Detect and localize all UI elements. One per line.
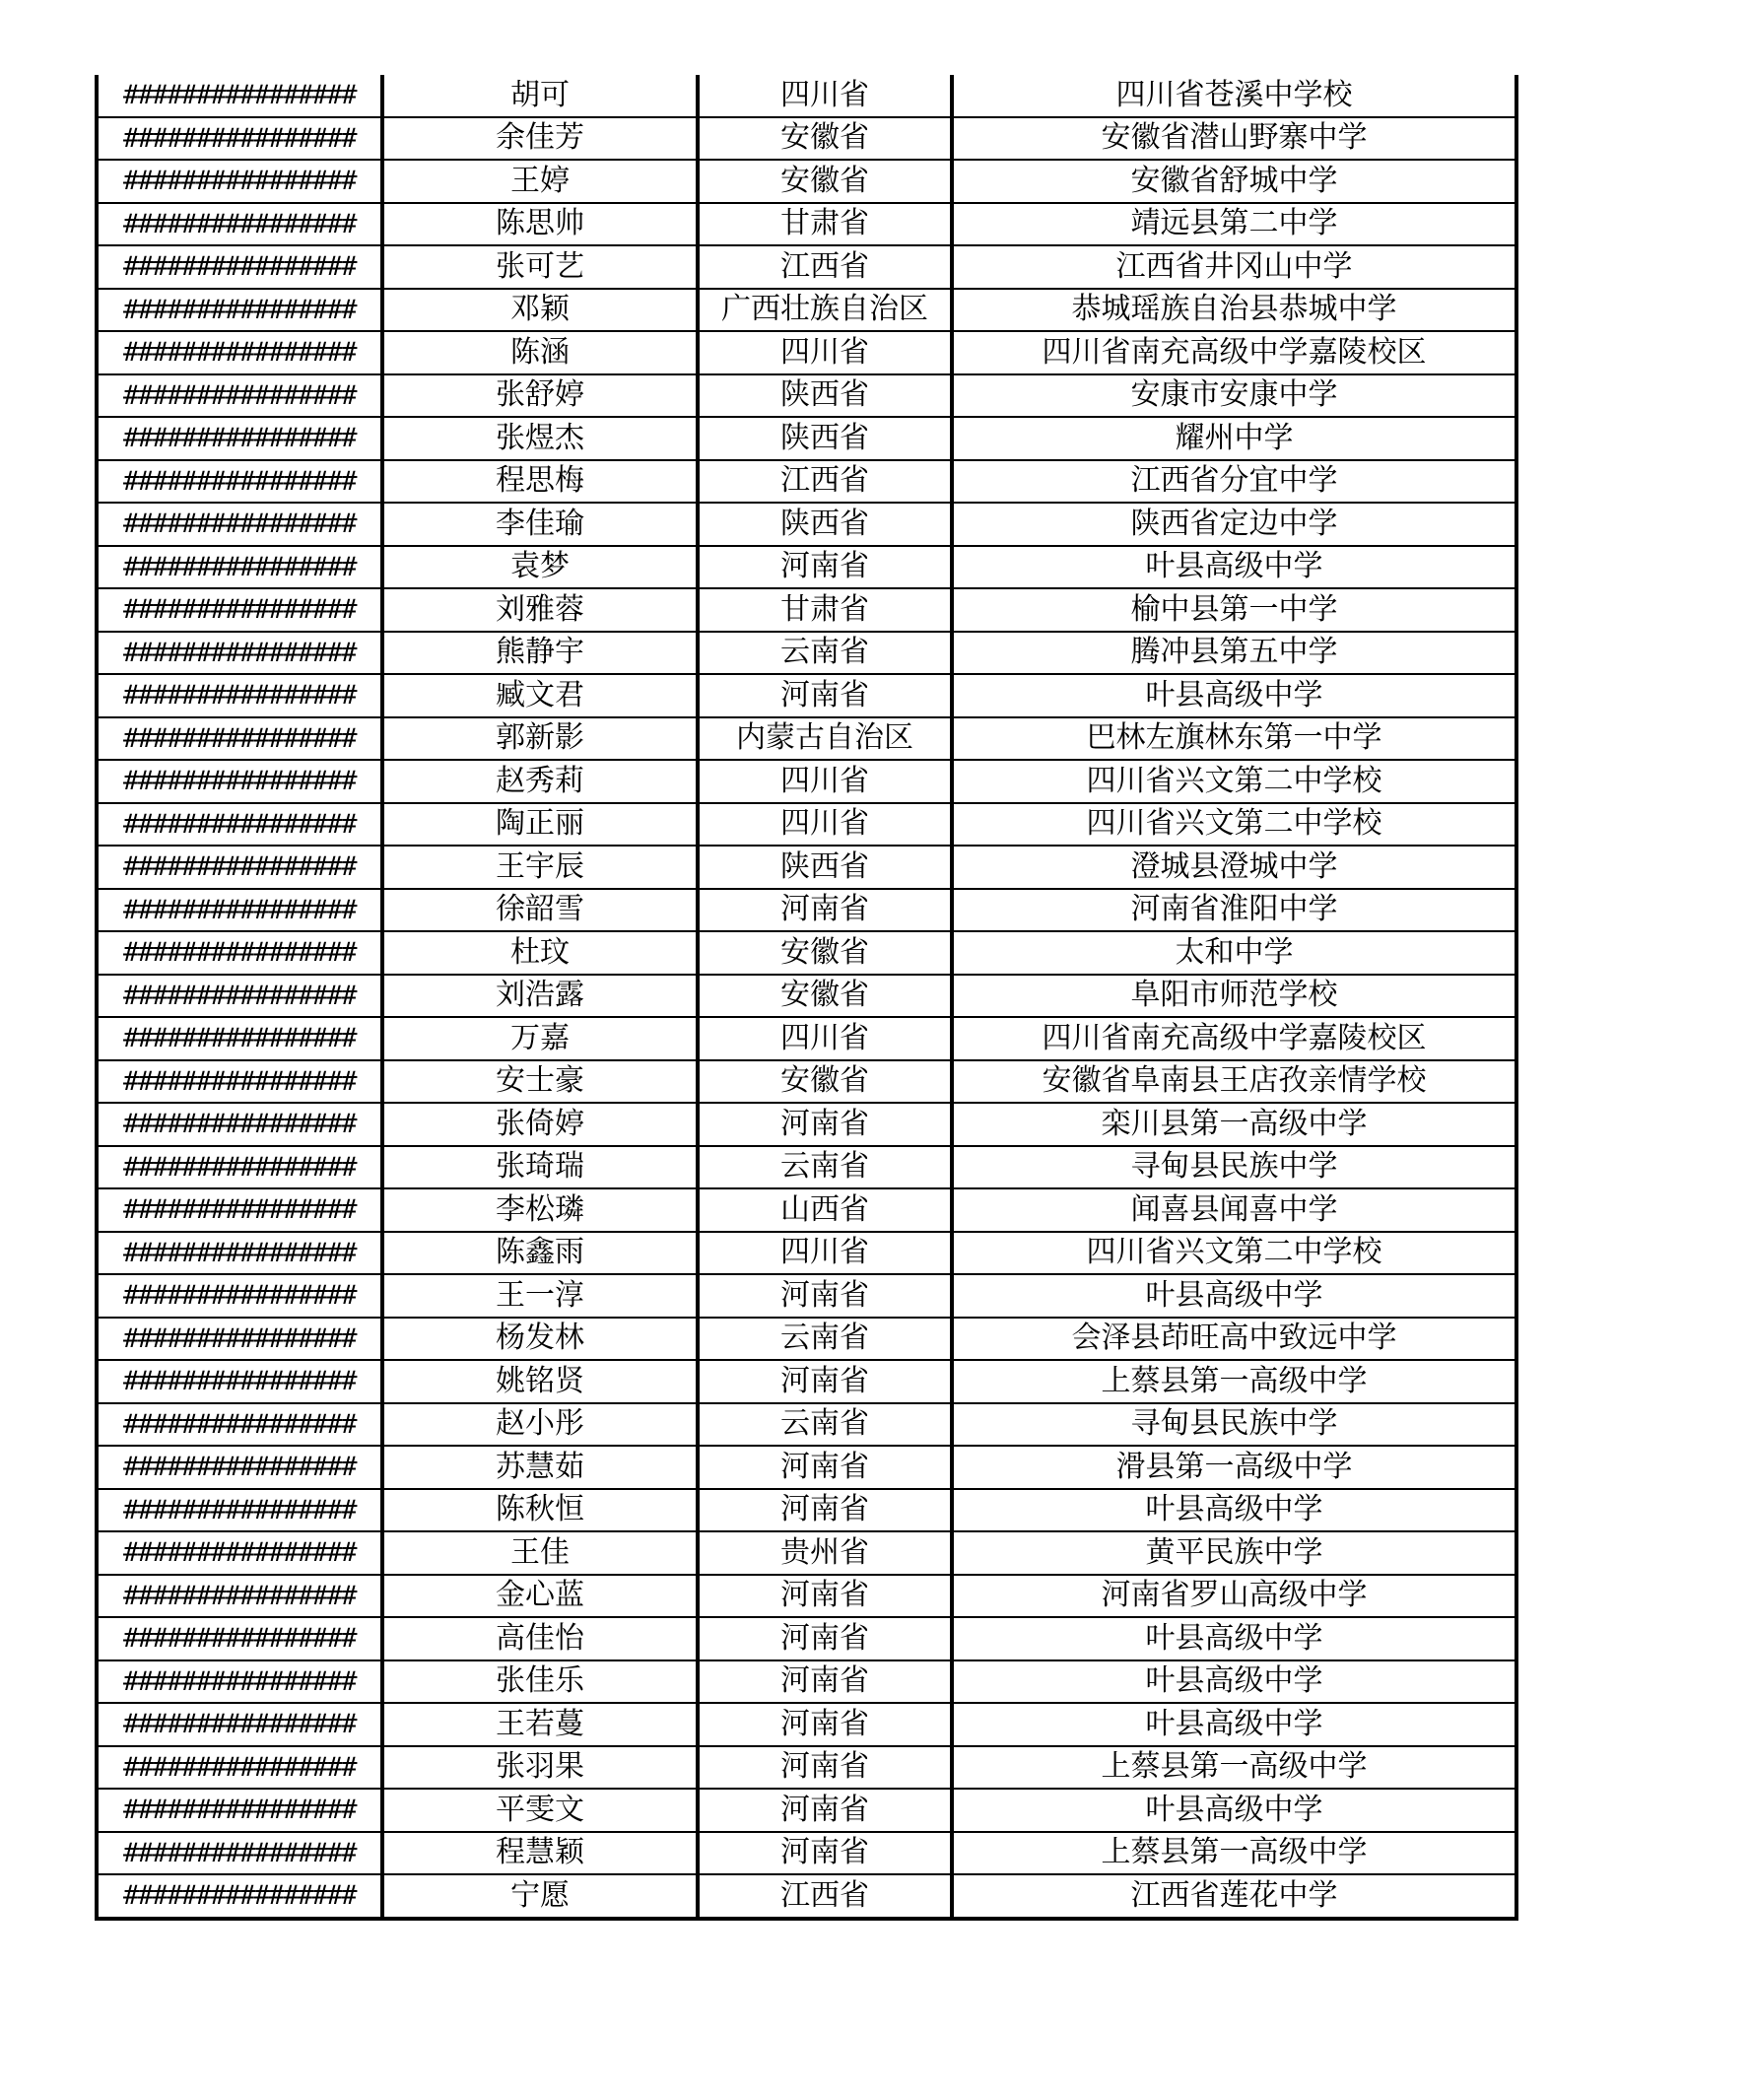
table-row bbox=[97, 1360, 1516, 1403]
school-cell: 叶县高级中学 bbox=[952, 1789, 1516, 1832]
id-cell: ################ bbox=[97, 1017, 382, 1060]
name-cell: 李佳瑜 bbox=[382, 503, 698, 546]
id-cell: ################ bbox=[97, 1403, 382, 1447]
id-cell: ################ bbox=[97, 1360, 382, 1403]
table-row bbox=[97, 931, 1516, 975]
name-cell: 余佳芳 bbox=[382, 117, 698, 161]
province-cell: 甘肃省 bbox=[698, 203, 952, 246]
id-cell: ################ bbox=[97, 1575, 382, 1618]
id-cell: ################ bbox=[97, 1446, 382, 1489]
province-cell: 河南省 bbox=[698, 1103, 952, 1146]
province-cell: 安徽省 bbox=[698, 1060, 952, 1104]
name-cell: 刘雅蓉 bbox=[382, 588, 698, 632]
school-cell: 阜阳市师范学校 bbox=[952, 975, 1516, 1018]
school-cell: 太和中学 bbox=[952, 931, 1516, 975]
table-row bbox=[97, 503, 1516, 546]
province-cell: 四川省 bbox=[698, 331, 952, 374]
id-cell: ################ bbox=[97, 1832, 382, 1875]
id-cell: ################ bbox=[97, 160, 382, 203]
school-cell: 上蔡县第一高级中学 bbox=[952, 1832, 1516, 1875]
name-cell: 张可艺 bbox=[382, 245, 698, 289]
name-cell: 高佳怡 bbox=[382, 1617, 698, 1660]
province-cell: 江西省 bbox=[698, 460, 952, 504]
table-row bbox=[97, 1746, 1516, 1790]
province-cell: 广西壮族自治区 bbox=[698, 289, 952, 332]
id-cell: ################ bbox=[97, 1789, 382, 1832]
table-row bbox=[97, 717, 1516, 761]
name-cell: 金心蓝 bbox=[382, 1575, 698, 1618]
name-cell: 张煜杰 bbox=[382, 417, 698, 460]
table-row bbox=[97, 1874, 1516, 1919]
school-cell: 陕西省定边中学 bbox=[952, 503, 1516, 546]
name-cell: 平雯文 bbox=[382, 1789, 698, 1832]
province-cell: 河南省 bbox=[698, 1617, 952, 1660]
name-cell: 王婷 bbox=[382, 160, 698, 203]
id-cell: ################ bbox=[97, 1188, 382, 1232]
table-row bbox=[97, 1017, 1516, 1060]
name-cell: 赵小彤 bbox=[382, 1403, 698, 1447]
id-cell: ################ bbox=[97, 1531, 382, 1575]
name-cell: 苏慧茹 bbox=[382, 1446, 698, 1489]
table-row bbox=[97, 289, 1516, 332]
province-cell: 河南省 bbox=[698, 1832, 952, 1875]
school-cell: 安徽省潜山野寨中学 bbox=[952, 117, 1516, 161]
id-cell: ################ bbox=[97, 588, 382, 632]
name-cell: 王佳 bbox=[382, 1531, 698, 1575]
id-cell: ################ bbox=[97, 1617, 382, 1660]
school-cell: 靖远县第二中学 bbox=[952, 203, 1516, 246]
name-cell: 杨发林 bbox=[382, 1318, 698, 1361]
name-cell: 王若蔓 bbox=[382, 1703, 698, 1746]
name-cell: 邓颖 bbox=[382, 289, 698, 332]
name-cell: 程思梅 bbox=[382, 460, 698, 504]
school-cell: 安康市安康中学 bbox=[952, 374, 1516, 418]
id-cell: ################ bbox=[97, 289, 382, 332]
province-cell: 安徽省 bbox=[698, 975, 952, 1018]
name-cell: 陈鑫雨 bbox=[382, 1232, 698, 1275]
table-row bbox=[97, 1146, 1516, 1189]
name-cell: 郭新影 bbox=[382, 717, 698, 761]
province-cell: 河南省 bbox=[698, 1789, 952, 1832]
school-cell: 耀州中学 bbox=[952, 417, 1516, 460]
table-row bbox=[97, 460, 1516, 504]
school-cell: 叶县高级中学 bbox=[952, 546, 1516, 589]
name-cell: 张琦瑞 bbox=[382, 1146, 698, 1189]
province-cell: 河南省 bbox=[698, 1274, 952, 1318]
school-cell: 四川省苍溪中学校 bbox=[952, 75, 1516, 117]
school-cell: 河南省淮阳中学 bbox=[952, 889, 1516, 932]
name-cell: 程慧颖 bbox=[382, 1832, 698, 1875]
province-cell: 陕西省 bbox=[698, 846, 952, 889]
province-cell: 河南省 bbox=[698, 889, 952, 932]
school-cell: 叶县高级中学 bbox=[952, 1617, 1516, 1660]
province-cell: 甘肃省 bbox=[698, 588, 952, 632]
id-cell: ################ bbox=[97, 717, 382, 761]
school-cell: 上蔡县第一高级中学 bbox=[952, 1360, 1516, 1403]
id-cell: ################ bbox=[97, 1232, 382, 1275]
name-cell: 杜玟 bbox=[382, 931, 698, 975]
id-cell: ################ bbox=[97, 75, 382, 117]
id-cell: ################ bbox=[97, 1746, 382, 1790]
id-cell: ################ bbox=[97, 803, 382, 847]
province-cell: 河南省 bbox=[698, 674, 952, 717]
id-cell: ################ bbox=[97, 1146, 382, 1189]
table-row bbox=[97, 546, 1516, 589]
province-cell: 河南省 bbox=[698, 1660, 952, 1704]
name-cell: 张羽果 bbox=[382, 1746, 698, 1790]
name-cell: 陈思帅 bbox=[382, 203, 698, 246]
school-cell: 黄平民族中学 bbox=[952, 1531, 1516, 1575]
table-row bbox=[97, 1789, 1516, 1832]
table-row bbox=[97, 1403, 1516, 1447]
province-cell: 河南省 bbox=[698, 1446, 952, 1489]
student-table-body bbox=[97, 75, 1516, 1919]
id-cell: ################ bbox=[97, 503, 382, 546]
school-cell: 腾冲县第五中学 bbox=[952, 632, 1516, 675]
province-cell: 四川省 bbox=[698, 1232, 952, 1275]
table-row bbox=[97, 760, 1516, 803]
province-cell: 贵州省 bbox=[698, 1531, 952, 1575]
province-cell: 江西省 bbox=[698, 245, 952, 289]
school-cell: 澄城县澄城中学 bbox=[952, 846, 1516, 889]
name-cell: 张倚婷 bbox=[382, 1103, 698, 1146]
school-cell: 恭城瑶族自治县恭城中学 bbox=[952, 289, 1516, 332]
table-row bbox=[97, 632, 1516, 675]
school-cell: 寻甸县民族中学 bbox=[952, 1403, 1516, 1447]
table-row bbox=[97, 417, 1516, 460]
id-cell: ################ bbox=[97, 546, 382, 589]
name-cell: 臧文君 bbox=[382, 674, 698, 717]
table-row bbox=[97, 803, 1516, 847]
province-cell: 河南省 bbox=[698, 1360, 952, 1403]
id-cell: ################ bbox=[97, 203, 382, 246]
province-cell: 安徽省 bbox=[698, 931, 952, 975]
id-cell: ################ bbox=[97, 117, 382, 161]
table-row bbox=[97, 75, 1516, 117]
id-cell: ################ bbox=[97, 1660, 382, 1704]
province-cell: 江西省 bbox=[698, 1874, 952, 1919]
student-table bbox=[95, 75, 1518, 1921]
id-cell: ################ bbox=[97, 1060, 382, 1104]
school-cell: 闻喜县闻喜中学 bbox=[952, 1188, 1516, 1232]
table-row bbox=[97, 1489, 1516, 1532]
school-cell: 会泽县茚旺高中致远中学 bbox=[952, 1318, 1516, 1361]
table-row bbox=[97, 1575, 1516, 1618]
name-cell: 姚铭贤 bbox=[382, 1360, 698, 1403]
school-cell: 四川省南充高级中学嘉陵校区 bbox=[952, 331, 1516, 374]
school-cell: 四川省兴文第二中学校 bbox=[952, 803, 1516, 847]
name-cell: 万嘉 bbox=[382, 1017, 698, 1060]
province-cell: 云南省 bbox=[698, 1403, 952, 1447]
name-cell: 王一淳 bbox=[382, 1274, 698, 1318]
school-cell: 栾川县第一高级中学 bbox=[952, 1103, 1516, 1146]
province-cell: 安徽省 bbox=[698, 160, 952, 203]
name-cell: 李松璘 bbox=[382, 1188, 698, 1232]
school-cell: 榆中县第一中学 bbox=[952, 588, 1516, 632]
school-cell: 江西省莲花中学 bbox=[952, 1874, 1516, 1919]
school-cell: 江西省井冈山中学 bbox=[952, 245, 1516, 289]
name-cell: 徐韶雪 bbox=[382, 889, 698, 932]
id-cell: ################ bbox=[97, 1489, 382, 1532]
school-cell: 叶县高级中学 bbox=[952, 1660, 1516, 1704]
province-cell: 内蒙古自治区 bbox=[698, 717, 952, 761]
id-cell: ################ bbox=[97, 632, 382, 675]
id-cell: ################ bbox=[97, 374, 382, 418]
table-row bbox=[97, 203, 1516, 246]
school-cell: 河南省罗山高级中学 bbox=[952, 1575, 1516, 1618]
school-cell: 滑县第一高级中学 bbox=[952, 1446, 1516, 1489]
name-cell: 张佳乐 bbox=[382, 1660, 698, 1704]
school-cell: 巴林左旗林东第一中学 bbox=[952, 717, 1516, 761]
province-cell: 河南省 bbox=[698, 1489, 952, 1532]
table-row bbox=[97, 1232, 1516, 1275]
school-cell: 叶县高级中学 bbox=[952, 1274, 1516, 1318]
name-cell: 宁愿 bbox=[382, 1874, 698, 1919]
id-cell: ################ bbox=[97, 1274, 382, 1318]
province-cell: 四川省 bbox=[698, 803, 952, 847]
id-cell: ################ bbox=[97, 674, 382, 717]
table-row bbox=[97, 588, 1516, 632]
province-cell: 河南省 bbox=[698, 1575, 952, 1618]
id-cell: ################ bbox=[97, 1318, 382, 1361]
table-row bbox=[97, 1318, 1516, 1361]
table-row bbox=[97, 1832, 1516, 1875]
table-row bbox=[97, 1188, 1516, 1232]
table-row bbox=[97, 331, 1516, 374]
id-cell: ################ bbox=[97, 846, 382, 889]
id-cell: ################ bbox=[97, 417, 382, 460]
table-row bbox=[97, 1274, 1516, 1318]
name-cell: 陶正丽 bbox=[382, 803, 698, 847]
name-cell: 胡可 bbox=[382, 75, 698, 117]
table-row bbox=[97, 1531, 1516, 1575]
school-cell: 四川省南充高级中学嘉陵校区 bbox=[952, 1017, 1516, 1060]
id-cell: ################ bbox=[97, 1874, 382, 1919]
table-row bbox=[97, 889, 1516, 932]
province-cell: 云南省 bbox=[698, 632, 952, 675]
table-row bbox=[97, 374, 1516, 418]
province-cell: 陕西省 bbox=[698, 374, 952, 418]
school-cell: 四川省兴文第二中学校 bbox=[952, 760, 1516, 803]
province-cell: 四川省 bbox=[698, 1017, 952, 1060]
id-cell: ################ bbox=[97, 460, 382, 504]
school-cell: 叶县高级中学 bbox=[952, 1703, 1516, 1746]
table-row bbox=[97, 1103, 1516, 1146]
school-cell: 四川省兴文第二中学校 bbox=[952, 1232, 1516, 1275]
id-cell: ################ bbox=[97, 975, 382, 1018]
school-cell: 江西省分宜中学 bbox=[952, 460, 1516, 504]
table-row bbox=[97, 674, 1516, 717]
table-row bbox=[97, 1446, 1516, 1489]
table-row bbox=[97, 1617, 1516, 1660]
table-row bbox=[97, 846, 1516, 889]
table-row bbox=[97, 160, 1516, 203]
table-row bbox=[97, 117, 1516, 161]
table-row bbox=[97, 1660, 1516, 1704]
name-cell: 陈涵 bbox=[382, 331, 698, 374]
school-cell: 上蔡县第一高级中学 bbox=[952, 1746, 1516, 1790]
school-cell: 安徽省阜南县王店孜亲情学校 bbox=[952, 1060, 1516, 1104]
name-cell: 张舒婷 bbox=[382, 374, 698, 418]
id-cell: ################ bbox=[97, 760, 382, 803]
province-cell: 山西省 bbox=[698, 1188, 952, 1232]
table-row bbox=[97, 1703, 1516, 1746]
id-cell: ################ bbox=[97, 1103, 382, 1146]
province-cell: 云南省 bbox=[698, 1146, 952, 1189]
table-row bbox=[97, 245, 1516, 289]
id-cell: ################ bbox=[97, 931, 382, 975]
province-cell: 四川省 bbox=[698, 760, 952, 803]
name-cell: 安士豪 bbox=[382, 1060, 698, 1104]
id-cell: ################ bbox=[97, 331, 382, 374]
school-cell: 安徽省舒城中学 bbox=[952, 160, 1516, 203]
province-cell: 河南省 bbox=[698, 1746, 952, 1790]
id-cell: ################ bbox=[97, 245, 382, 289]
school-cell: 寻甸县民族中学 bbox=[952, 1146, 1516, 1189]
id-cell: ################ bbox=[97, 1703, 382, 1746]
province-cell: 安徽省 bbox=[698, 117, 952, 161]
province-cell: 陕西省 bbox=[698, 417, 952, 460]
province-cell: 云南省 bbox=[698, 1318, 952, 1361]
province-cell: 河南省 bbox=[698, 546, 952, 589]
name-cell: 刘浩露 bbox=[382, 975, 698, 1018]
name-cell: 陈秋恒 bbox=[382, 1489, 698, 1532]
name-cell: 袁梦 bbox=[382, 546, 698, 589]
name-cell: 王宇辰 bbox=[382, 846, 698, 889]
province-cell: 陕西省 bbox=[698, 503, 952, 546]
school-cell: 叶县高级中学 bbox=[952, 1489, 1516, 1532]
school-cell: 叶县高级中学 bbox=[952, 674, 1516, 717]
province-cell: 河南省 bbox=[698, 1703, 952, 1746]
name-cell: 赵秀莉 bbox=[382, 760, 698, 803]
id-cell: ################ bbox=[97, 889, 382, 932]
table-row bbox=[97, 975, 1516, 1018]
table-row bbox=[97, 1060, 1516, 1104]
name-cell: 熊静宇 bbox=[382, 632, 698, 675]
province-cell: 四川省 bbox=[698, 75, 952, 117]
